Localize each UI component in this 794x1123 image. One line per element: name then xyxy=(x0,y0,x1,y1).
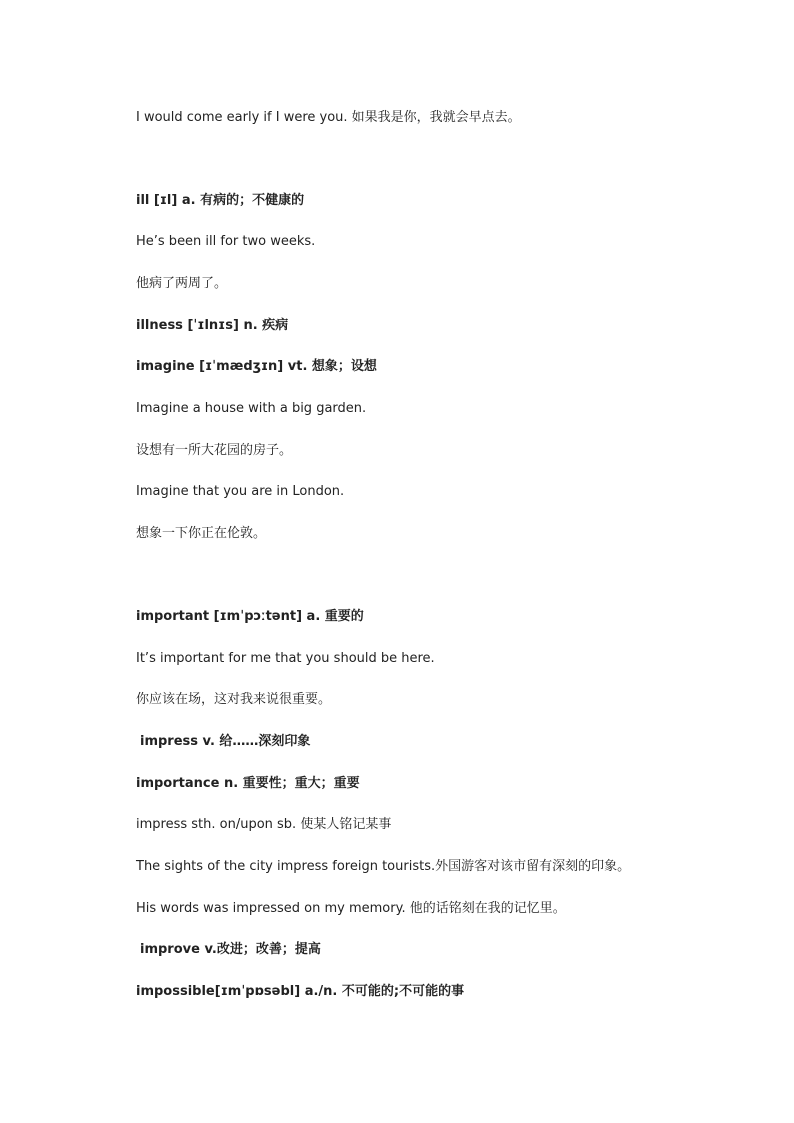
phrase-entry: impress sth. on/upon sb. 使某人铭记某事 xyxy=(136,817,392,832)
vocab-entry-illness: illness [ˈɪlnɪs] n. 疾病 xyxy=(136,318,289,333)
example-sentence: He’s been ill for two weeks. xyxy=(136,234,316,249)
example-translation: 设想有一所大花园的房子。 xyxy=(136,443,293,458)
vocab-entry-impress: impress v. 给……深刻印象 xyxy=(140,734,311,749)
example-translation: 你应该在场，这对我来说很重要。 xyxy=(136,692,332,707)
example-translation: 想象一下你正在伦敦。 xyxy=(136,526,267,541)
example-sentence: His words was impressed on my memory. 他的话铭刻在我的记忆里。 xyxy=(136,901,566,916)
vocab-entry-imagine: imagine [ɪˈmædʒɪn] vt. 想象；设想 xyxy=(136,359,377,374)
example-sentence: The sights of the city impress foreign tourists.外国游客对该市留有深刻的印象。 xyxy=(136,859,631,874)
example-sentence: Imagine a house with a big garden. xyxy=(136,401,367,416)
vocab-entry-importance: importance n. 重要性；重大；重要 xyxy=(136,776,360,791)
example-translation: 他病了两周了。 xyxy=(136,276,228,291)
vocab-entry-important: important [ɪmˈpɔːtənt] a. 重要的 xyxy=(136,609,364,624)
vocab-entry-improve: improve v.改进；改善；提高 xyxy=(140,942,321,957)
vocab-entry-impossible: impossible[ɪmˈpɒsəbl] a./n. 不可能的;不可能的事 xyxy=(136,984,465,999)
example-sentence: It’s important for me that you should be here. xyxy=(136,651,435,666)
example-sentence: I would come early if I were you. 如果我是你，我就会早点去。 xyxy=(136,110,521,125)
vocab-entry-ill: ill [ɪl] a. 有病的；不健康的 xyxy=(136,193,305,208)
example-sentence: Imagine that you are in London. xyxy=(136,484,345,499)
